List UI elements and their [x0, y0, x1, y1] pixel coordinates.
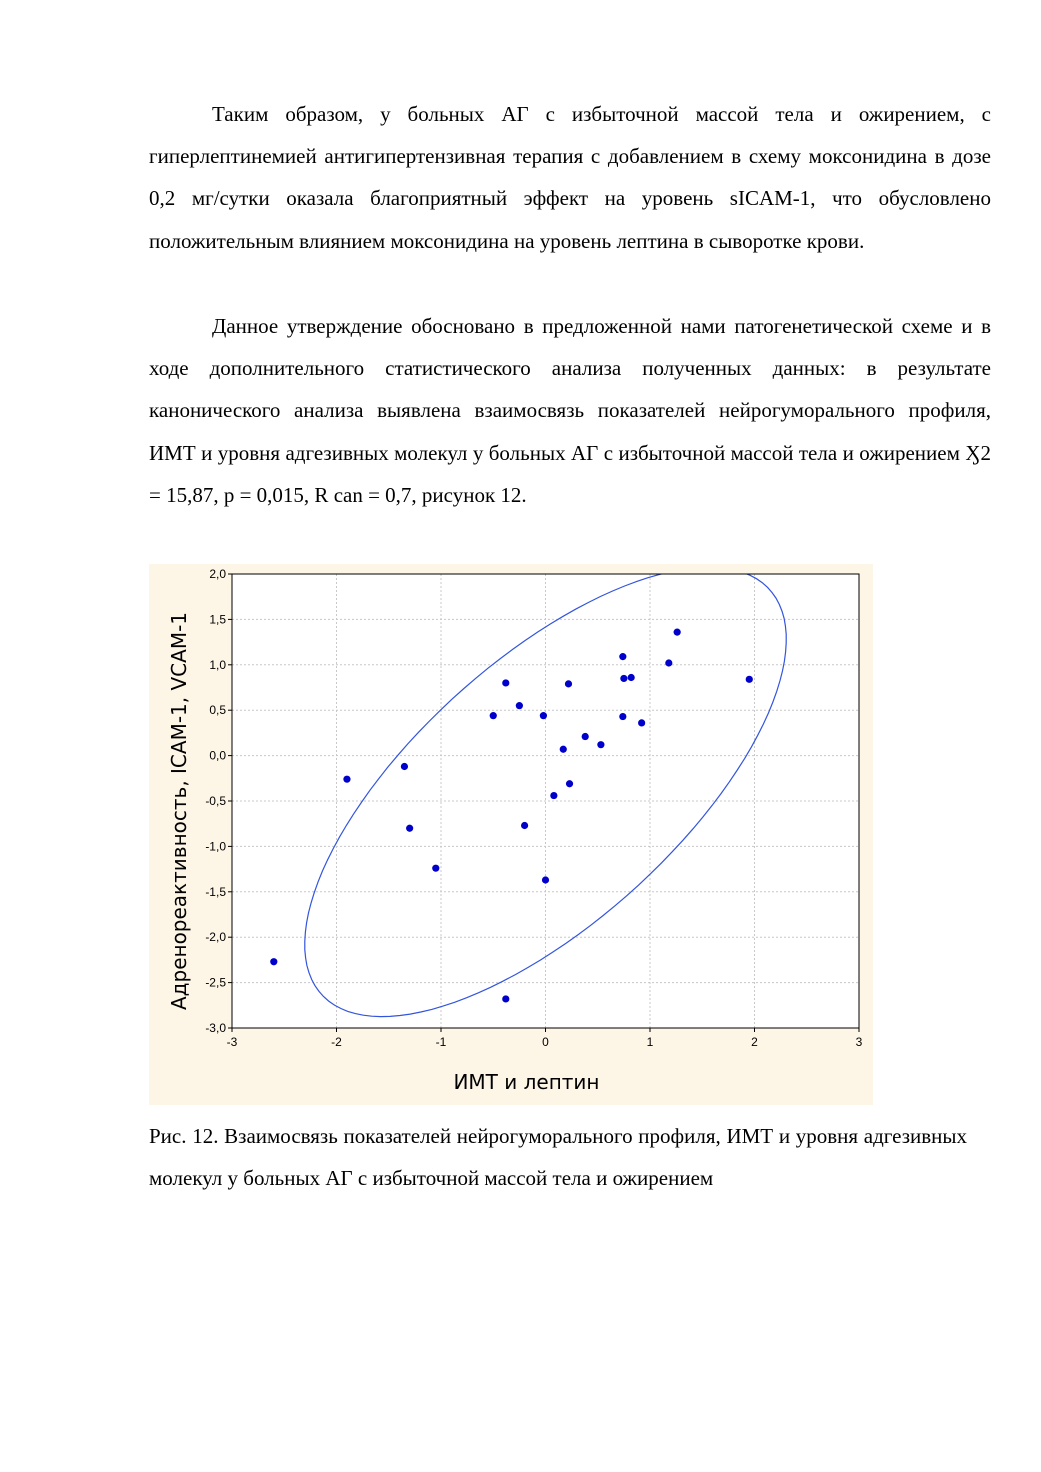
- figure-caption: Рис. 12. Взаимосвязь показателей нейрогуморального профиля, ИМТ и уровня адгезивных молекул у больных АГ с избыточной массой тела и ожирением: [149, 1124, 967, 1191]
- data-point: [550, 792, 557, 799]
- figure-12-scatter-plot: [149, 564, 873, 1105]
- data-point: [490, 712, 497, 719]
- data-point: [674, 629, 681, 636]
- data-point: [270, 958, 277, 965]
- paragraph-conclusion: Таким образом, у больных АГ с избыточной массой тела и ожирением, с гиперлептинемией антигипертензивная терапия с добавлением в схему моксонидина в дозе 0,2 мг/сутки оказала благоприятный эффект на уровень sICAM-1, что обусловлено положительным влиянием моксонидина на уровень лептина в сыворотке крови.: [149, 102, 991, 253]
- data-point: [560, 746, 567, 753]
- data-point: [746, 676, 753, 683]
- x-axis-title: ИМТ и лептин: [453, 1070, 600, 1094]
- y-tick-label: -1,5: [205, 884, 226, 899]
- data-point: [565, 680, 572, 687]
- y-tick-label: 2,0: [209, 567, 226, 581]
- y-tick-label: -1,0: [205, 839, 226, 854]
- data-point: [566, 780, 573, 787]
- y-tick-label: 0,5: [209, 703, 226, 718]
- data-point: [540, 712, 547, 719]
- data-point: [582, 733, 589, 740]
- y-tick-label: 1,0: [209, 657, 226, 672]
- data-point: [401, 763, 408, 770]
- y-tick-label: -0,5: [205, 794, 226, 808]
- data-point: [597, 741, 604, 748]
- data-point: [502, 679, 509, 686]
- x-tick-label: 3: [855, 1035, 863, 1049]
- data-point: [628, 674, 635, 681]
- data-point: [638, 719, 645, 726]
- y-tick-label: -2,0: [205, 930, 226, 945]
- x-tick-label: 0: [542, 1035, 549, 1049]
- data-point: [343, 776, 350, 783]
- x-tick-label: 2: [751, 1035, 758, 1049]
- y-tick-label: -3,0: [205, 1021, 226, 1035]
- data-point: [432, 865, 439, 872]
- data-point: [665, 659, 672, 666]
- y-tick-label: -2,5: [205, 975, 226, 990]
- data-point: [502, 995, 509, 1002]
- scatter-chart: [149, 564, 873, 1105]
- data-point: [619, 653, 626, 660]
- data-point: [406, 825, 413, 832]
- data-point: [542, 876, 549, 883]
- data-point: [516, 702, 523, 709]
- x-tick-label: -1: [435, 1035, 447, 1049]
- x-tick-label: -3: [226, 1035, 238, 1049]
- x-tick-label: 1: [646, 1035, 654, 1049]
- y-tick-label: 1,5: [209, 612, 226, 627]
- data-point: [521, 822, 528, 829]
- y-tick-label: 0,0: [209, 748, 226, 763]
- y-axis-title: Адренореактивность, ICAM-1, VCAM-1: [167, 611, 191, 1011]
- paragraph-canonical-analysis: Данное утверждение обосновано в предложенной нами патогенетической схеме и в ходе дополнительного статистического анализа полученных данных: в результате канонического анализа выявлена взаимосвязь показателей нейрогуморального профиля, ИМТ и уровня адгезивных молекул у больных АГ с избыточной массой тела и ожирением Ӽ2 = 15,87, p = 0,015, R can = 0,7, рисунок 12.: [149, 314, 991, 507]
- data-point: [619, 713, 626, 720]
- x-tick-label: -2: [331, 1035, 342, 1049]
- data-point: [620, 675, 627, 682]
